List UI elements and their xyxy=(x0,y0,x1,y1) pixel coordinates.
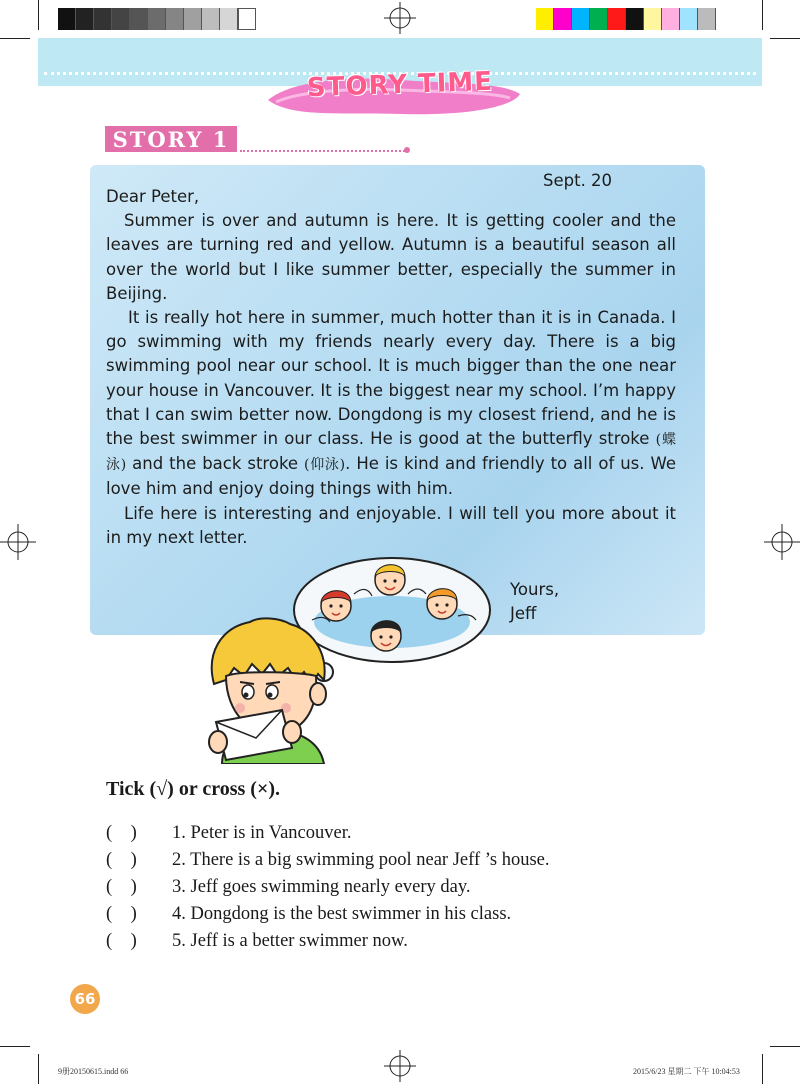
question-text: 3. Jeff goes swimming nearly every day. xyxy=(172,877,471,897)
exercise-list xyxy=(106,820,706,955)
paragraph-2-text-c: . He is kind and friendly to all of us. We love him and enjoy doing things with him. xyxy=(106,454,676,499)
page-number-badge: 66 xyxy=(70,984,100,1014)
registration-mark-icon xyxy=(384,1050,416,1082)
question-text: 1. Peter is in Vancouver. xyxy=(172,823,352,843)
grayscale-swatch-strip xyxy=(58,8,256,30)
story-label-dotted-line xyxy=(240,150,408,152)
story-label: STORY 1 xyxy=(105,126,237,152)
letter-paragraph-2 xyxy=(106,306,676,502)
back-stroke-chinese: (仰泳) xyxy=(304,457,346,474)
registration-mark-icon xyxy=(764,524,800,560)
boy-reading-letter-illustration xyxy=(200,614,340,764)
answer-bracket[interactable]: ( ) xyxy=(106,823,137,843)
list-item xyxy=(106,847,706,874)
paragraph-2-text-b: and the back stroke xyxy=(126,454,305,474)
registration-mark-icon xyxy=(384,2,416,34)
letter-signature: Jeff xyxy=(510,604,537,623)
list-item xyxy=(106,820,706,847)
list-item xyxy=(106,874,706,901)
section-title: STORY TIME xyxy=(306,66,494,104)
question-text: 5. Jeff is a better swimmer now. xyxy=(172,931,408,951)
butterfly-stroke-chinese: (蝶泳) xyxy=(106,432,676,474)
question-text: 2. There is a big swimming pool near Jeff ’s house. xyxy=(172,850,550,870)
answer-bracket[interactable]: ( ) xyxy=(106,904,137,924)
crop-mark-icon xyxy=(38,0,39,30)
letter-closing: Yours, xyxy=(510,580,560,599)
list-item xyxy=(106,901,706,928)
answer-bracket[interactable]: ( ) xyxy=(106,850,137,870)
crop-mark-icon xyxy=(770,38,800,39)
letter-body xyxy=(106,171,676,550)
crop-mark-icon xyxy=(762,1054,763,1084)
crop-mark-icon xyxy=(0,38,30,39)
answer-bracket[interactable]: ( ) xyxy=(106,877,137,897)
letter-salutation: Dear Peter, xyxy=(106,187,200,206)
paragraph-2-text-a: It is really hot here in summer, much hotter than it is in Canada. I go swimming with my friends nearly every day. There is a big swimming pool near our school. It is much bigger than the one near your house in Vancouver. It is the biggest near my school. I’m happy that I can swim better now. Dongdong is my closest friend, and he is the best swimmer in our class. He is good at the butterfly stroke xyxy=(106,308,676,449)
crop-mark-icon xyxy=(770,1046,800,1047)
answer-bracket[interactable]: ( ) xyxy=(106,931,137,951)
letter-paragraph-1: Summer is over and autumn is here. It is getting cooler and the leaves are turning red and yellow. Autumn is a beautiful season all over the world but I like summer better, especially the summer in Beijing. xyxy=(106,211,676,303)
exercise-title: Tick (√) or cross (×). xyxy=(106,778,281,800)
registration-mark-icon xyxy=(0,524,36,560)
letter-signoff xyxy=(510,578,559,626)
footer-file-info: 9册20150615.indd 66 xyxy=(58,1067,129,1076)
story-label-dot xyxy=(404,147,410,153)
crop-mark-icon xyxy=(38,1054,39,1084)
crop-mark-icon xyxy=(0,1046,30,1047)
list-item xyxy=(106,928,706,955)
footer-timestamp: 2015/6/23 星期二 下午 10:04:53 xyxy=(633,1067,740,1076)
letter-date: Sept. 20 xyxy=(543,171,613,190)
letter-paragraph-3: Life here is interesting and enjoyable. I will tell you more about it in my next letter. xyxy=(106,503,676,547)
color-swatch-strip xyxy=(536,8,716,30)
question-text: 4. Dongdong is the best swimmer in his class. xyxy=(172,904,512,924)
crop-mark-icon xyxy=(762,0,763,30)
